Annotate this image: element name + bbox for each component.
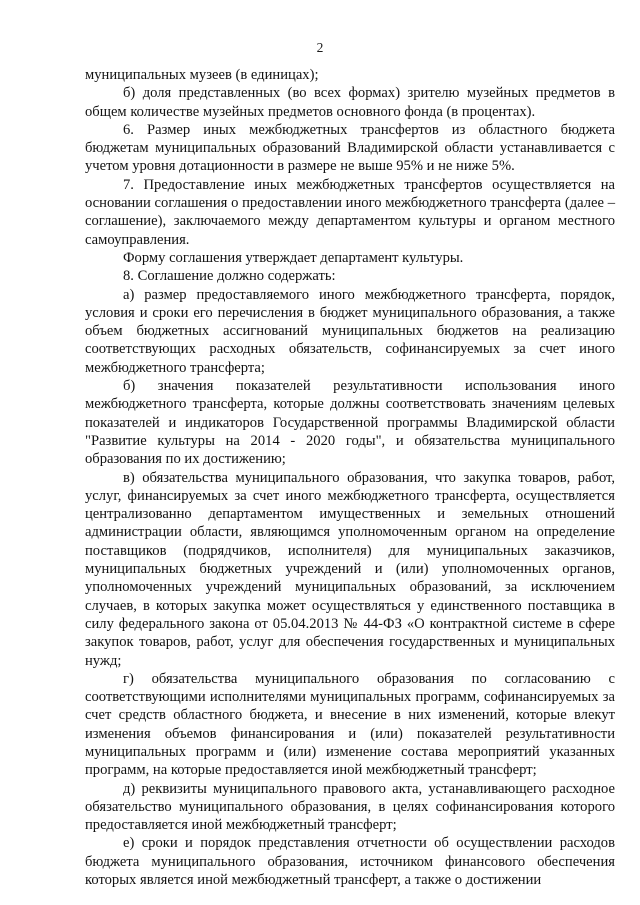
paragraph: Форму соглашения утверждает департамент культуры. [123,249,464,266]
paragraph: 8. Соглашение должно содержать: [123,268,336,285]
paragraph: е) сроки и порядок представления отчетности об осуществлении расходов бюджета муниципального образования, источником финансового обеспечения которых является иной межбюджетный трансферт, а также о достижении [85,835,615,889]
paragraph: а) размер предоставляемого иного межбюджетного трансферта, порядок, условия и сроки его перечисления в бюджет муниципального образования, а также объем бюджетных ассигнований муниципальных бюджетов на реализацию соответствующих расходных обязательств, софинансируемых за счет иного межбюджетного трансферта; [85,286,615,376]
paragraph: д) реквизиты муниципального правового акта, устанавливающего расходное обязательство муниципального образования, в целях софинансирования которого предоставляется иной межбюджетный трансферт; [85,780,615,834]
paragraph: б) доля представленных (во всех формах) зрителю музейных предметов в общем количестве музейных предметов основного фонда (в процентах). [85,85,615,120]
paragraph: муниципальных музеев (в единицах); [85,67,319,83]
paragraph: г) обязательства муниципального образования по согласованию с соответствующими исполнителями муниципальных программ, софинансируемых за счет средств областного бюджета, и внесение в них изменений, которые влекут изменения объемов финансирования и (или) показателей результативности муниципальных программ и (или) изменение состава мероприятий указанных программ, на которые предоставляется иной межбюджетный трансферт; [85,670,615,779]
paragraph: 6. Размер иных межбюджетных трансфертов из областного бюджета бюджетам муниципальных образований Владимирской области устанавливается с учетом уровня дотационности в размере не выше 95% и не ниже 5%. [85,121,615,175]
document-body [85,66,615,889]
paragraph: 7. Предоставление иных межбюджетных трансфертов осуществляется на основании соглашения о предоставлении иного межбюджетного трансферта (далее – соглашение), заключаемого между департаментом культуры и органом местного самоуправления. [85,176,615,248]
page-number: 2 [316,40,324,55]
paragraph: б) значения показателей результативности использования иного межбюджетного трансферта, которые должны соответствовать значениям целевых показателей и индикаторов Государственной программы Владимирской области "Развитие культуры на 2014 - 2020 годы", и обязательства муниципального образования по их достижению; [85,378,615,468]
paragraph: в) обязательства муниципального образования, что закупка товаров, работ, услуг, финансируемых за счет иного межбюджетного трансферта, осуществляется централизованно департаментом имущественных и земельных отношений администрации области, являющимся уполномоченным органом на определение поставщиков (подрядчиков, исполнителя) для муниципальных заказчиков, муниципальных бюджетных учреждений и (или) уполномоченных органов, уполномоченных учреждений муниципальных образований, за исключением случаев, в которых закупка может осуществляться у единственного поставщика в силу федерального закона от 05.04.2013 № 44-ФЗ «О контрактной системе в сфере закупок товаров, работ, услуг для обеспечения государственных и муниципальных нужд; [85,469,615,669]
